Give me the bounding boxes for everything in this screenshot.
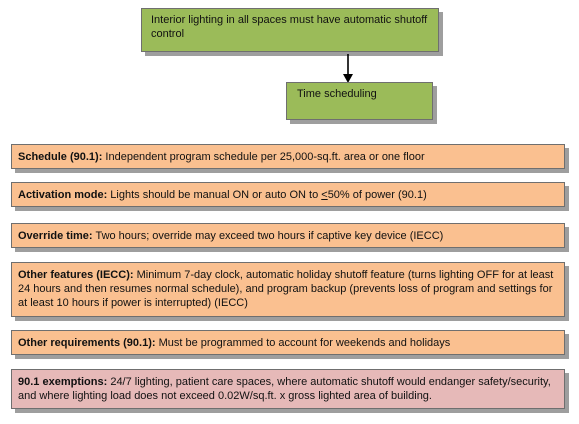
schedule-row [11, 144, 565, 169]
shutoff-control-text: Interior lighting in all spaces must have automatic shutoff control [151, 14, 428, 40]
other-features-label: Other features (IECC): [18, 269, 134, 281]
other-requirements-text: Must be programmed to account for weekends and holidays [155, 337, 451, 349]
exemptions-text: 24/7 lighting, patient care spaces, where automatic shutoff would endanger safety/security, and where lighting load does not exceed 0.02W/sq.ft. x gross lighted area of building. [18, 376, 551, 402]
activation-mode-row [11, 182, 565, 207]
shutoff-control-box [141, 8, 439, 52]
time-scheduling-text: Time scheduling [297, 88, 377, 100]
other-requirements-label: Other requirements (90.1): [18, 337, 156, 349]
exemptions-row [11, 369, 565, 409]
other-features-text: Minimum 7-day clock, automatic holiday shutoff feature (turns lighting OFF for at least 24 hours and then resumes normal schedule), and program backup (prevents loss of program and settings for at least 10 hours if power is interrupted) (IECC) [18, 269, 554, 309]
activation-mode-text-end: 50% of power (90.1) [327, 189, 427, 201]
time-scheduling-box [286, 82, 433, 120]
schedule-label: Schedule (90.1): [18, 151, 103, 163]
activation-mode-symbol: < [321, 189, 328, 201]
schedule-text: Independent program schedule per 25,000-sq.ft. area or one floor [102, 151, 425, 163]
exemptions-label: 90.1 exemptions: [18, 376, 108, 388]
override-time-row [11, 223, 565, 248]
other-features-row [11, 262, 565, 317]
other-requirements-row [11, 330, 565, 355]
activation-mode-label: Activation mode: [18, 189, 108, 201]
activation-mode-text: Lights should be manual ON or auto ON to [107, 189, 322, 201]
override-time-label: Override time: [18, 230, 93, 242]
down-arrow-icon [341, 54, 355, 84]
override-time-text: Two hours; override may exceed two hours if captive key device (IECC) [92, 230, 444, 242]
